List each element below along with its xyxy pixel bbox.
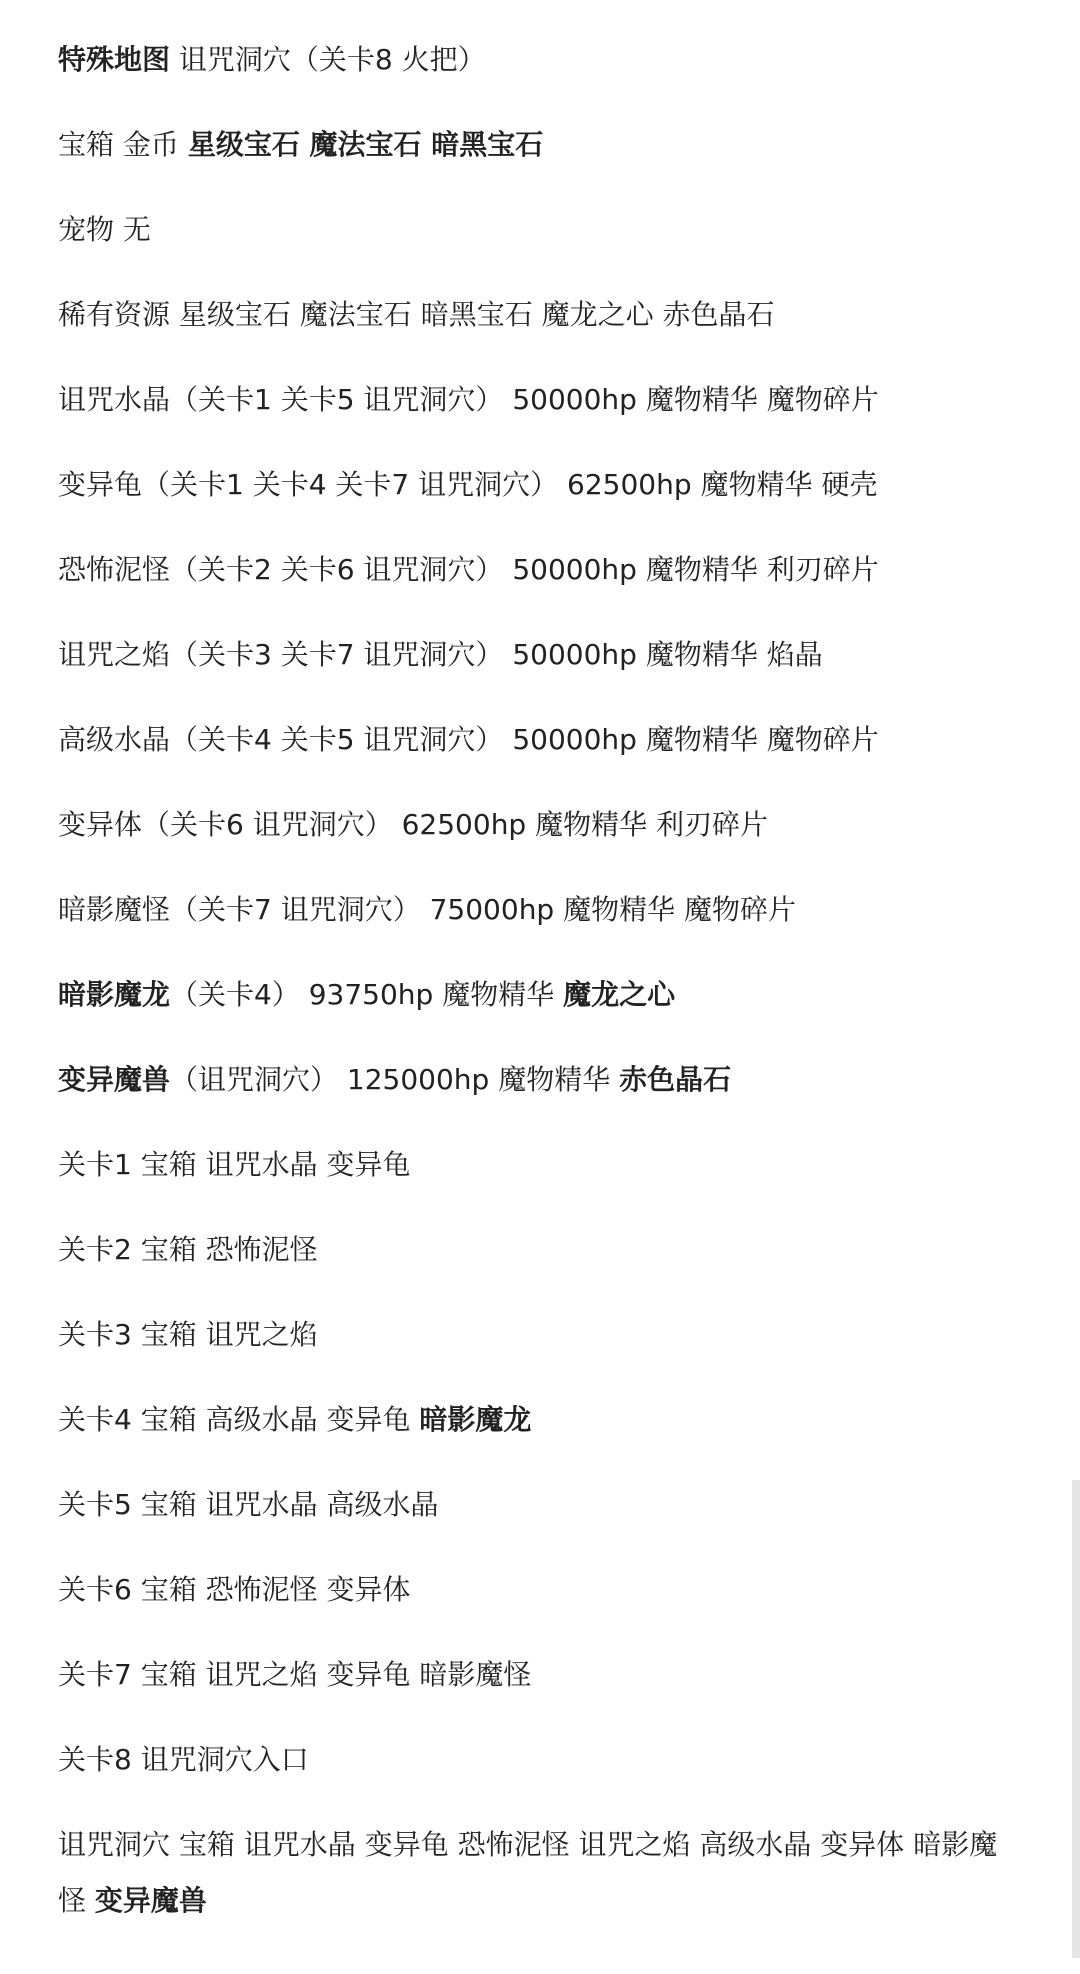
special-map-label: 特殊地图 [58,43,171,76]
boss-drop: 赤色晶石 [619,1063,732,1096]
stage-line [58,1145,1018,1185]
stage-text: 关卡1 宝箱 诅咒水晶 变异龟 [58,1148,411,1181]
stage-line [58,1485,1018,1525]
rare-resources-line [58,295,1018,335]
monster-line [58,550,1018,590]
document-body [58,40,1018,1974]
stage-line [58,1400,1018,1440]
monster-line [58,380,1018,420]
monster-line [58,805,1018,845]
pet-text: 宠物 无 [58,213,151,246]
stage-line [58,1230,1018,1270]
stage-text: 关卡5 宝箱 诅咒水晶 高级水晶 [58,1488,439,1521]
stage-line [58,1570,1018,1610]
boss-line [58,1060,1018,1100]
boss-info: （关卡4） 93750hp 魔物精华 [170,978,564,1011]
monster-text: 诅咒之焰（关卡3 关卡7 诅咒洞穴） 50000hp 魔物精华 焰晶 [58,638,823,671]
monster-line [58,635,1018,675]
boss-name: 变异魔兽 [58,1063,171,1096]
monster-line [58,720,1018,760]
chest-gems: 星级宝石 魔法宝石 暗黑宝石 [187,128,544,161]
monster-text: 变异龟（关卡1 关卡4 关卡7 诅咒洞穴） 62500hp 魔物精华 硬壳 [58,468,878,501]
boss-drop: 魔龙之心 [563,978,676,1011]
scrollbar[interactable] [1072,1480,1080,1958]
monster-text: 诅咒水晶（关卡1 关卡5 诅咒洞穴） 50000hp 魔物精华 魔物碎片 [58,383,879,416]
monster-text: 恐怖泥怪（关卡2 关卡6 诅咒洞穴） 50000hp 魔物精华 利刃碎片 [58,553,879,586]
boss-info: （诅咒洞穴） 125000hp 魔物精华 [170,1063,620,1096]
stage-line [58,1655,1018,1695]
cave-line [58,1817,1018,1929]
stage-text: 关卡6 宝箱 恐怖泥怪 变异体 [58,1573,411,1606]
stage-line [58,1315,1018,1355]
stage-text: 关卡4 宝箱 高级水晶 变异龟 [58,1403,420,1436]
stage-text: 关卡2 宝箱 恐怖泥怪 [58,1233,318,1266]
rare-resources-text: 稀有资源 星级宝石 魔法宝石 暗黑宝石 魔龙之心 赤色晶石 [58,298,775,331]
monster-text: 变异体（关卡6 诅咒洞穴） 62500hp 魔物精华 利刃碎片 [58,808,769,841]
stage-boss: 暗影魔龙 [419,1403,532,1436]
pet-line [58,210,1018,250]
boss-name: 暗影魔龙 [58,978,171,1011]
monster-text: 暗影魔怪（关卡7 诅咒洞穴） 75000hp 魔物精华 魔物碎片 [58,893,797,926]
chest-line [58,125,1018,165]
stage-text: 关卡8 诅咒洞穴入口 [58,1743,309,1776]
boss-line [58,975,1018,1015]
monster-text: 高级水晶（关卡4 关卡5 诅咒洞穴） 50000hp 魔物精华 魔物碎片 [58,723,879,756]
monster-line [58,465,1018,505]
cave-text: 诅咒洞穴 宝箱 诅咒水晶 变异龟 恐怖泥怪 诅咒之焰 高级水晶 变异体 暗影魔怪 [58,1828,998,1917]
monster-line [58,890,1018,930]
stage-line [58,1740,1018,1780]
chest-label: 宝箱 金币 [58,128,188,161]
special-map-value: 诅咒洞穴（关卡8 火把） [170,43,486,76]
stage-text: 关卡7 宝箱 诅咒之焰 变异龟 暗影魔怪 [58,1658,532,1691]
special-map-line [58,40,1018,80]
cave-boss: 变异魔兽 [94,1884,207,1917]
stage-text: 关卡3 宝箱 诅咒之焰 [58,1318,318,1351]
